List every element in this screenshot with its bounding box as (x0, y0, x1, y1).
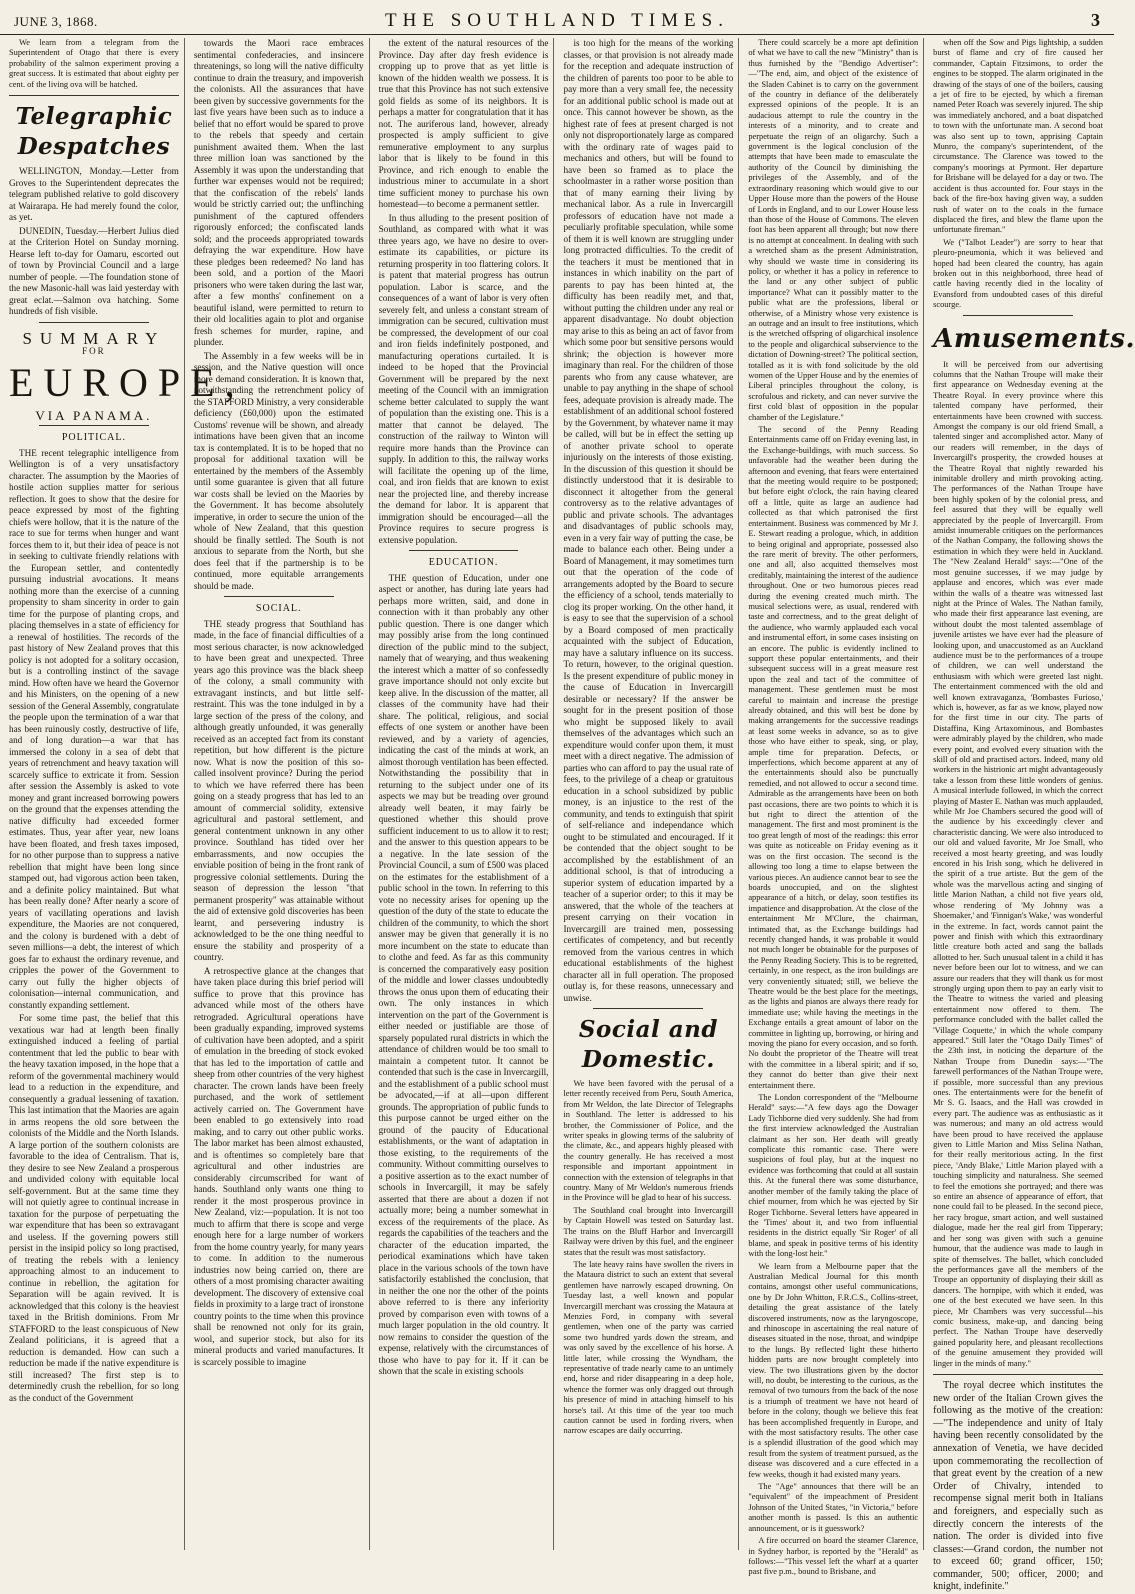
telegraphic-despatches-heading: Telegraphic Despatches (15, 103, 173, 161)
divider (409, 550, 519, 551)
education-subheading: EDUCATION. (428, 557, 499, 568)
social-domestic-heading: Social and Domestic. (578, 1016, 718, 1073)
royal-decree-item (933, 1380, 1103, 1594)
news-item: We learn from a Melbourne paper that the Australian Medical Journal for this month contains, amongst other useful communications, one by Dr John Whitton, F.R.C.S., Collins-street, detailing the great assistance of the lately discovered instruments, now as the laryngoscope, and rhinoscope in ascertaining the real nature of diseases situated in the nose, throat, and windpipe to the lungs. By reflected light these hitherto hidden parts are now brought completely into view. The two illustrations given by the doctor will, no doubt, be interesting to the curious, as the removal of two tumours from the back of the nose is a triumph of treatment we have not heard of before in the colony, though we believe this feat has been accomplished frequently in Europe, and with the most satisfactory results. The other case is a splendid illustration of the good which may result from the system of treatment pursued, as the disease was discovered and a cure effected in a few weeks, though it had existed many years. (748, 1261, 919, 1479)
column-4 (560, 38, 739, 1550)
article-paragraph: towards the Maori race embraces sentimental confederacies, and insincere threatenings, so long will the native difficulty continue to drain the treasury, and impoverish the colonists. All the assurances that have been given by successive governments for the last five years have been such as to induce a belief that no effort would be spared to prove to the rebels that speedy and certain punishment awaited them. When the last three million loan was sanctioned by the Assembly it was upon the understanding that further war expenses would not be required; that the confiscation of the rebels' lands would be strictly carried out; the unflinching punishment of the captured offenders rigorously enforced; the confiscated lands sold; and the proceeds appropriated towards defraying the war expenditure. How have these pledges been redeemed? No land has been sold, and a portion of the Maori prisoners who were taken during the last war, after a few months' confinement on a beautiful island, were permitted to return to their old localities again to plot and organise fresh schemes for murder, rapine, and plunder. (193, 38, 364, 347)
news-item: The second of the Penny Reading Entertainments came off on Friday evening last, in the Exchange-buildings, with much success. So unfavorable had the weather been during the afternoon and evening, that fears were entertained that the meeting would require to be postponed; but before eight o'clock, the rain having cleared off a little, quite as large an audience had collected as that which patronised the first entertainment. Business was commenced by Mr J. E. Stewart reading a prologue, which, in addition to being original and appropriate, possessed also the rare merit of brevity. The other performers, one and all, also acquitted themselves most creditably, maintaining the interest of the audience throughout. One or two humorous pieces read during the evening created much mirth. The musical selections were, as usual, rendered with taste and correctness, and to the great delight of the audience, who warmly applauded each vocal and instrumental effort, in some cases insisting on an encore. The public is evidently inclined to support these popular entertainments, and their subsequent success will in a great measure rest upon the zeal and tact of the committee of management. These gentlemen must be most careful to maintain and increase the prestige already obtained, and this will best be done by making arrangements for the successive readings at least some weeks in advance, so as to give those who have either to speak, sing, or play, ample time for preparation. Defects, or imperfections, which become apparent at any of the entertainments should also be punctually remedied, and not allowed to occur a second time. Admirable as the arrangements have been on both past occasions, there are two points to which it is but right to direct the attention of the management. The first and most prominent is the too great length of most of the readings: this error was quite as noticeable on Friday evening as it was on the first occasion. The second is the allowing too long a time to elapse between the various pieces. An audience cannot bear to see the boards unoccupied, and on the slightest appearance of a hitch, or delay, soon testifies its impatience and disapprobation. At the close of the entertainment Mr M'Clure, the chairman, intimated that, as the Exchange buildings had recently changed hands, it was probable it would not much longer be obtainable for the purposes of the Penny Reading Society. This is to be regretted, certainly, in one respect, as the iron buildings are very conveniently situated; still, we believe the Theatre would be the best place for the meetings, as the lights and pianos are always there ready for immediate use; while having the meetings in the Exchange entails a great amount of labor on the committee in lighting up, borrowing, or hiring and moving the piano for every occasion, and so forth. No doubt the proprietor of the Theatre will treat with the committee in a liberal spirit; and if so, they cannot do better than give their next entertainment there. (748, 425, 919, 1090)
news-item: The royal decree which institutes the new order of the Italian Crown gives the following as the motive of the creation:—"The independence and unity of Italy having been recently consolidated by the annexation of Venetia, we have decided upon commemorating the recollection of that great event by the creation of a new Order of Chivalry, intended to recompense signal merit both in Italians and foreigners, and especially such as directly concern the interests of the nation. The order is divided into five classes:—Grand cordon, the number not to exceed 60; grand officer, 150; commander, 500; officer, 2000; and knight, indefinite." (933, 1379, 1103, 1593)
divider (963, 315, 1073, 316)
column-3 (376, 38, 555, 1550)
article-paragraph: THE question of Education, under one aspect or another, has during late years had perhaps more written, said, and done in connection with it than probably any other public question. There is one danger which may possibly arise from the long continued direction of the public mind to the subject, namely that of wearying, and thus weakening the interest which a matter of so confessedly grave importance should not only excite but keep alive. In the discussion of the matter, all classes of the community have had their share. The political, religious, and social effects of one system or another have been reviewed, and by a variety of agencies, indicating the cast of the minds at work, an almost thorough ventilation has been effected. Notwithstanding the possibility that in returning to the subject under one of its aspects we may but be treading over ground already well beaten, it may fairly be questioned whether this should prove sufficient inducement to us to allow it to rest; and the answer to this question appears to be a negative. In the late session of the Provincial Council, a sum of £500 was placed on the estimates for the establishment of a public school in the town. In referring to this vote no necessity arises for opening up the question of the duty of the state to educate the children of the community, to which the short answer may be given that generally it is no more incumbent on the state to educate than to clothe and feed. As far as this community is concerned the comparatively easy position of the middle and lower classes undoubtedly throws the onus upon them of educating their own. The only instances in which intervention on the part of the Government is either needed or justifiable are those of sparsely populated rural districts in which the attendance of children would be too small to maintain a competent tutor. It cannot be contended that such is the case in Invercargill, and the establishment of a public school must be advocated,—if at all—upon different grounds. The appropriation of public funds to this purpose cannot be urged either on the ground of the paucity of Educational establishments, or the want of adaptation in those existing, to the requirements of the community. Without committing ourselves to a positive assertion as to the exact number of schools in Invercargill, it may be safely asserted that there are about a dozen if not actually more; being a number somewhat in excess of the requirements of the place. As regards the capabilities of the teachers and the character of the education imparted, the periodical examinations which have taken place in the various schools of the town have satisfactorily established the conclusion, that in neither the one nor the other of the points above referred to is there any inferiority proved by comparison even with towns of a much larger population in the old country. It now remains to consider the question of the expense, relatively with the circumstances of those who have to pay for it. If it can be shown that the scale in existing schools (378, 572, 549, 1376)
column-2 (191, 38, 370, 1550)
columns-container (6, 38, 1135, 1593)
article-paragraph: is too high for the means of the working classes, or that provision is not already made for the reception and adequate instruction of the children of parents too poor to be able to pay more than a very small fee, the necessity for an additional public school is made out at once. This cannot however be shown, as the highest rate of fees at present charged is not only not disproportionately large as compared with the ordinary rate of wages paid to mechanics and others, but will be found to have been so framed as to place the schoolmaster in a rather worse position than that of many earning their living by mechanical labor. As a rule in Invercargill professors of education have not made a peculiarly profitable speculation, while some of them it is well known are struggling under long protracted difficulties. To the credit of the teachers it must be mentioned that in instances in which inability on the part of parents to pay has been hinted at, the difficulty has been readily met, and that, without putting the children under any real or apparent disadvantage. No doubt objection may arise to this as being an act of favor from which some poor but sensitive persons would shrink; the objection is however more imaginary than real. For the children of those parents who from any cause whatever, are unable to pay anything in the shape of school fees, adequate provision is already made. The establishment of an additional school fostered by the Government, by whatever name it may be called, will but be in effect the setting up of another private school to operate injuriously on the interests of those existing. In the discussion of this question it should be distinctly understood that it is desirable to disconnect it altogether from the general controversy as to the relative advantages of public and private schools. The advantages and disadvantages of public schools may, even in a very fair way of putting the case, be made to balance each other. Being under a Board of Management, it may sometimes turn out that the operation of the code of arrangements adopted by the Board to secure the efficiency of a school, tends materially to clog its proper working. On the other hand, it is easy to see that the supervision of a school by a Board composed of men practically acquainted with the subject of Education, may have a salutary influence on its success. To return, however, to the original question. Is the present expenditure of public money in the cause of Education in Invercargill desirable or necessary? If the answer be sought for in the present position of those who might be supposed likely to avail themselves of the advantages which such an expenditure would confer upon them, it must meet with a direct negative. The admission of parties who can afford to pay the usual rate of fees, to the privilege of a cheap or gratuitous education in a school subsidized by public money, is an injustice to the rest of the community, and tends to extinguish that spirit of self-reliance and independance which ought to be stimulated and encouraged. If it be contended that the object sought to be accomplished by the establishment of an additional school, is that of introducing a superior system of education imparted by a teacher of a superior order; to this it may be answered, that the whole of the teachers at present carrying on their vocation in Invercargill are trained men, possessing certificates of competency, and but recently removed from the various centres in which educational establishments of the highest character all in full operation. The proposed outlay is, for these reasons, unnecessary and unwise. (563, 38, 734, 1003)
summary-for: FOR (82, 346, 106, 357)
article-paragraph: THE recent telegraphic intelligence from Wellington is of a very unsatisfactory character. The assumption by the Maories of hostile action supplies matter for serious reflection. It goes to show that the desire for peace expressed by most of the fighting chiefs were hollow, that it is the nature of the race to sue for terms when hunger and want forces them to it, but their idea of peace is not in seeking to cultivate friendly relations with the European settler, and contentedly pursuing industrial avocations. It means nothing more than the exercise of a cunning propensity to sham sincerity in order to gain time for the purpose of planting crops, and placing themselves in a state of efficiency for a renewal of hostilities. The records of the past history of New Zealand proves that this policy is not adopted for a solitary occasion, but is a controlling instinct of the savage mind. How often have we heard the Governor and his Ministers, on the opening of a new session of the General Assembly, congratulate the people upon the termination of a war that has been ruinously costly, destructive of life, and of long duration—a war that has immersed the colony in a sea of debt that years of retrenchment and heavy taxation will scarcely suffice to extricate it from. Session after session the Assembly is asked to vote money and grant increased borrowing powers on the ground that the expenses attending the native difficulty had exceeded former estimates. Thus, year after year, new loans have been floated, and fresh taxes imposed, for no other purpose than to suppress a native rebellion that might have been long since stamped out, had vigorous action been taken, and a definite policy maintained. But what has been really done? After nearly a score of years of vacillating operations and lavish expenditure, the Maories are not conquered, and the colony is burdened with a debt of seven millions—a debt, the interest of which goes far to exhaust the ordinary revenue, and cripples the power of the Government to carry out fully the higher objects of colonisation—internal communication, and constantly expanding settlement. (9, 447, 179, 1010)
article-paragraph: In thus alluding to the present position of Southland, as compared with what it was three years ago, we have no desire to over-estimate its capabilities, or picture its returning prosperity in too flattering colors. It is patent that material progress has outrun population. Labor is scarce, and the consequences of a want of labor is very often severely felt, and unless a constant stream of immigration can be secured, cultivation must be compressed, the development of our coal and iron fields indefinitely postponed, and manufacturing operations curtailed. It is indeed to be hoped that the Provincial Government will be prepared by the next meeting of the Council with an immigration scheme better calculated to supply the want of population than the existing one. This is a matter that cannot be delayed. The construction of the railway to Winton will require more hands than the Province can supply. In addition to this, the railway works will facilitate the opening up of the lime, coal, and iron fields that are known to exist near the projected line, and thereby increase the demand for labor. It is apparent that immigration should be encouraged—all the Province requires to secure progress is extensive population. (378, 212, 549, 545)
divider (39, 425, 149, 426)
news-item: It will be perceived from our advertising columns that the Nathan Troupe will make their first appearance on Wednesday evening at the Theatre Royal. In every province where this talented company have performed, their entertainments have been crowned with success. Amongst the company is our old friend Small, a talented singer and accomplished actor. Many of our readers will remember, in the days of Invercargill's prosperity, the crowded houses at the Theatre Royal that nightly rewarded his inimitable drollery and mirth provoking acting. The performances of the Nathan Troupe have been highly spoken of by the colonial press, and feel assured that they will be equally well appreciated by the people of Invercargill. From amidst innumerable critiques on the performances of the Nathan Company, the following shows the estimation in which they were held in Auckland. The "New Zealand Herald" says:—"One of the most genuine successes, if we may judge by applause and encores, which was ever made within the walls of a theatre was witnessed last night at the Prince of Wales. The Nathan family, who made their first appearance last evening, are without doubt the most talented assemblage of juvenile artistes we have ever had the pleasure of looking upon, and unaccustomed as an Auckland audience must be to the performances of a troupe of children, we can well understand the enthusiasm with which were greeted last night. The entertainment commenced with the old and well known extravaganza, 'Bombastes Furioso,' which is, however, as far as we know, played now for the first time in our city. The parts of Distaffina, King Artaxominous, and Bombastes were admirably played by the children, who made every point, and evolved every situation with the skill of old and practised actors. Indeed, many old workers in the histrionic art might advantageously take a lesson from these little wonders of genius. A musical interlude followed, in which the correct playing of Master E. Nathan was much applauded, while Mr Joe Chambers secured the good will of the audience by his exceedingly clever and characteristic dancing. We were also introduced to our old and valued favorite, Mr Joe Small, who received a most hearty greeting, and was loudly encored in his Irish song, which he delivered in the spirit of a true artiste. But the gem of the whole was the marvellous acting and singing of little Marion Nathan, a child not five years old, whose rendering of 'My Johnny was a Shoemaker,' and 'Finnigan's Wake,' was wonderful in the extreme. In fact, words cannot paint the power and finish with which this extraordinary little creature both acted and sang the ballads allotted to her. Such unusual talent in a child it has never before been our lot to witness, and we can assure our readers that they will thank us for most strongly urging upon them to pay an early visit to the Theatre to witness the varied and pleasing entertainment now offered to them. The performance concluded with the ballet called the 'Village Coquette,' in which the whole company appeared." Still later the "Otago Daily Times" of the 23th inst, in noticing the departure of the Nathan Troupe from Dunedin says:—"The farewell performances of the Nathan Troupe were, if possible, more successful than any previous ones. The entertainments were for the benefit of Mr S. G. Isaacs, and the Hall was crowded in every part. The audience was as enthusiastic as it was numerous; and many an old actress would have been proud to have received the applause given to Little Marion and Miss Selina Nathan, for their really meritorious acting. In the first piece, 'Andy Blake,' Little Marion played with a touching simplicity and naturalness. She seemed to feel the emotions she portrayed; and there was so entire an absence of appearance of effort, that none could fail to be pleased. In the second piece, her racy brogue, smart action, and well sustained dialogue, made her the real girl from Tipperary; and her song was given with such a genuine humour, that the audience was made to laugh in spite of themselves. The ballet, which concluded the performances gave all the members of the Troupe an opportunity of displaying their skill as dancers. The hornpipe, with which it ended, was one of the best executed we have seen. In this piece, Mr Chambers was very successful—his comic business, make-up, and dancing being perfect. The Nathan Troupe have deservedly gained popularity here, and pleasant recollections of the genuine amusement they provided will linger in the minds of many." (933, 359, 1103, 1368)
newspaper-title: THE SOUTHLAND TIMES. (385, 10, 729, 31)
article-paragraph: For some time past, the belief that this vexatious war had at length been finally extinguished induced a feeling of partial contentment that led the public to bear with the heavy taxation imposed, in the hope that a reform of the governmental machinery would lead to a reduction in the expenditure, and consequently a gradual lessening of taxation. This last intimation that the Maories are again in arms reopens the old sore between the colonists of the Middle and the North Islands. A large portion of the southern colonists are favorable to the idea of Centralism. That is, they desire to see New Zealand a prosperous and undivided colony with equitable local self-government. But at the same time they will not quietly agree to continual increase in taxation for the purpose of perpetuating the war expenditure that has been so extravagant and useless. If the governing powers still persist in the insipid policy so long practised, of treating the rebels with a leniency approaching almost to an inducement to continue in rebellion, the agitation for Separation will be again revived. It is acknowledged that this colony is the heaviest taxed in the British dominions. From Mr STAFFORD to the least conspicuous of New Zealand politicians, it is agreed that a reduction is demanded. How can such a reduction be made if the native expenditure is still increased? The first step is to determinedly crush the rebellion, for so long as the conduct of the Government (9, 1013, 179, 1403)
summary-heading: SUMMARY (22, 328, 166, 348)
summary-via-panama: VIA PANAMA. (35, 407, 153, 423)
news-item: The Southland coal brought into Invercargill by Captain Howell was tested on Saturday last. The trains on the Bluff Harbor and Invercargill Railway were driven by this fuel, and the engineer states that the result was most satisfactory. (563, 1205, 734, 1257)
summary-europe: EUROPE, (9, 359, 245, 405)
news-item: when off the Sow and Pigs lightship, a sudden burst of flame and cry of fire caused her commander, Captain Fitzsimons, to order the engines to be stopped. The alarm originated in the drawing of the stays of one of the boilers, causing a jet of fire to be ejected, by which a fireman named Peter Roach was severely injured. The ship was immediately anchored, and a boat dispatched to town with the unfortunate man. A second boat was also sent up to town, apprising Captain Munro, the company's superintendent, of the circumstance. The Clarence was towed to the company's moorings at Pyrmont. Her departure for Brisbane will be delayed for a day or two. The accident is thus accounted for. Four stays in the back of the fire-box having given way, a sudden rush of water on to the coals in the furnace displaced the fires, and blew the flame upon the unfortunate fireman." (933, 38, 1103, 235)
article-paragraph: the extent of the natural resources of the Province. Day after day fresh evidence is cropping up to prove that as yet little is known of the hidden wealth we possess. It is true that this Province has not such extensive gold fields as some of its neighbors. It is perhaps a matter for congratulation that it has not. The auriferous land, however, already prospected is amply sufficient to give remunerative employment to any surplus labor that is likely to be found in this Province, and rich enough to enable the industrious miner to accumulate in a short time sufficient money to purchase his own homestead—to become a permanent settler. (378, 38, 549, 209)
divider (9, 95, 179, 96)
dunedin-despatch: DUNEDIN, Tuesday.—Herbert Julius died at the Criterion Hotel on Sunday morning. Hearse left to-day for Oamaru, escorted out of town by Provincial Council and a large number of people. —The foundation stone of the new Masonic-hall was laid yesterday with great eclat.—Salmon ova hatching. Some hundreds of fish visible. (9, 225, 179, 317)
divider (593, 1008, 703, 1009)
column-6 (930, 38, 1135, 1593)
page-number: 3 (1091, 10, 1100, 30)
social-subheading: SOCIAL. (255, 603, 302, 614)
column-1 (6, 38, 245, 1550)
news-item: The London correspondent of the "Melbourne Herald" says:—"A few days ago the Dowager Lady Tichborne died very suddenly. She had from the first interview acknowledged the Australian claimant as her son. Her death will greatly complicate this romantic case. There were suspicions of foul play, but at the inquest no evidence was forthcoming that could at all sustain this. At the funeral there was some disturbance, another member of the family taking the place of chief mourner, from which he was ejected by Sir Roger Tichborne. Several letters have appeared in the 'Times' about it, and two from influential residents in the district equally 'Sir Roger' of all blame, and speak in positive terms of his identity with the long-lost heir." (748, 1093, 919, 1259)
amusements-heading: Amusements. (933, 323, 1135, 354)
wellington-despatch: WELLINGTON, Monday.—Letter from Groves to the Superintendent deprecates the telegram published relative to gold discovery at Wairarapa. He had merely found the color, as yet. (9, 166, 179, 223)
article-paragraph: The Assembly in a few weeks will be in session, and the Native question will once more demand consideration. It is known that, notwithstanding the retrenchment policy of the STAFFORD Ministry, a very considerable deficiency (£60,000) upon the estimated Customs' revenue will be shown, and already intimations have been given that an income tax is contemplated. It is to be hoped that no proposal for additional taxation will be entertained by the members of the Assembly until some guarantee is given that all future war costs shall be levied on the Maories by the Government. It has become absolutely imperative, in order to secure the union of the whole of New Zealand, that this question should be finally settled. The South is not anxious to separate from the North, but she does feel that if the partnership is to be continued, more equitable arrangements should be made. (193, 350, 364, 591)
divider (933, 1374, 1103, 1375)
divider (224, 596, 334, 597)
news-item: We have been favored with the perusal of a letter recently received from Peru, South America, from Mr Weldon, the late Director of Telegraphs in Southland. The letter is addressed to his brother, the Commissioner of Police, and the writer speaks in glowing terms of the salubrity of the climate, &c., and appears highly pleased with the country generally. He has received a most responsible and important appointment in connection with the extension of telegraphs in that country. Many of Mr Weldon's numerous friends in the Province will be glad to hear of his success. (563, 1079, 734, 1203)
salmon-notice: We learn from a telegram from the Superintendent of Otago that there is every probability of the salmon experiment proving a great success. It is estimated that about eighty per cent. of the living ova will be hatched. (9, 38, 179, 89)
news-item: There could scarcely be a more apt definition of what we have to call the new "Ministry" than is thus furnished by the "Bendigo Advertiser":—"The end, aim, and object of the existence of the Sladen Cabinet is to carry on the government of the country in defiance of the deliberately expressed opinions of the people. It is an audacious attempt to rule the country in the interests of a minority, and to create and perpetuate the reign of an oligarchy. Such a government is the logical conclusion of the attempts that have been made to emasculate the authority of the Council by diminishing the privileges of the Assembly, and of the extraordinary reasoning which would give to our Upper House more than the powers of the House of Lords in England, and to our Lower House less than those of the House of Commons. The eleven foot has been apparent all through; but now there is no attempt at concealment. In dealing with such a wretched sham as the present Administration, why should we waste time in considering its policy, or whether it has a policy in reference to the land or any other subject of public importance? What can it possibly matter to the public what are the professions, liberal or otherwise, of a Ministry whose very existence is an outrage and an insult to free institutions, which is the wretched offspring of oligarchical insolence to the people and oligarchical subservience to the dictation of Downing-street? The political section, totalled as it is with fond solicitude by the old women of the Upper House and by the enemies of Liberal principles throughout the colony, is scrofulous and rickety, and can never survive the first cold blast of opposition in the popular chamber of the Legislature." (748, 38, 919, 422)
column-5 (745, 38, 924, 1577)
news-item: A fire occurred on board the steamer Clarence, in Sydney harbor, is reported by the "Herald" as follows:—"This vessel left the wharf at a quarter past five p.m., bound to Brisbane, and (748, 1536, 919, 1577)
news-item: The late heavy rains have swollen the rivers in the Mataura district to such an extent that several gentlemen have narrowly escaped drowning. On Tuesday last, a well known and popular Invercargill merchant was crossing the Mataura at Menzies Ford, in company with several gentlemen, when one of the party was carried some two hundred yards down the stream, and was only saved by the excellence of his horse. A little later, while crossing the Wyndham, the representative of trade nearly came to an untimely end, horse and rider disappearing in a deep hole, whence the former was only dragged out through his presence of mind in attaching himself to his horse's tail. At this time of the year too much caution cannot be used in fording rivers, when narrow escapes are daily occurring. (563, 1259, 734, 1436)
divider (39, 322, 149, 323)
article-paragraph: THE steady progress that Southland has made, in the face of financial difficulties of a most serious character, is now acknowledged to have been great and unexpected. Three years ago this province was the black sheep of the colony, a small community with extravagant instincts, and but little self-restraint. This was the tone indulged in by a large section of the press of the colony, and although greatly unfounded, it was generally received as an accepted fact from its constant repetition, but how different is the picture now. What is now the position of this so-called insolvent province? During the period to which we have referred there has been going on a steady progress that has led to an amount of commercial solidity, extensive agricultural and pastoral settlement, and general contentment unknown in any other province. Southland has tided over her embarrassments, and now occupies the enviable position of being in the front rank of progressive colonial settlements. During the season of depression the lesson "that permanent prosperity" was attainable without the aid of extensive gold discoveries has been learnt, and persevering industry is acknowledged to be the one thing needful to ensure the stability and prosperity of a country. (193, 618, 364, 962)
masthead (0, 8, 1114, 35)
political-subheading: POLITICAL. (61, 432, 126, 444)
issue-date: JUNE 3, 1868. (14, 14, 98, 29)
article-paragraph: A retrospective glance at the changes that have taken place during this brief period will suffice to prove that this province has advanced while most of the others have retrograded. Agricultural operations have been gradually expanding, improved systems of cultivation have been adopted, and a spirit of emulation in the breeding of stock evoked that has led to the importation of cattle and sheep from other countries of the very highest character. The crown lands have been freely purchased, and the work of settlement actively carried on. The Government have been enabled to go extensively into road making, and to carry out other public works. The labor market has been almost exhausted, and is oftentimes so completely bare that agricultural and other industries are considerably circumscribed for want of hands. Southland only wants one thing to render it the most prosperous province in New Zealand, viz:—population. It is not too much to affirm that there is scope and verge enough here for a large number of workers from the home country yearly, for many years to come. In addition to the numerous industries now being carried on, there are others of a most promising character awaiting development. The discovery of extensive coal fields in proximity to a large tract of ironstone country points to the time when this province shall be renowned not only for its grain, wool, and superior stock, but also for its mineral products and varied manufactures. It is scarcely possible to imagine (193, 965, 364, 1367)
news-item: We ("Talbot Leader") are sorry to hear that pleuro-pneumonia, which it was believed and hoped had been cleared the country, has again broken out in this neighborhood, three head of cattle having recently died in the locality of Evansford from undoubted cases of this direful scourge. (933, 237, 1103, 310)
news-item: The "Age" announces that there will be an "equivalent" of the impeachment of President Johnson of the United States, "in Victoria," before another month is passed. Is this an authentic announcement, or is it guesswork? (748, 1482, 919, 1533)
